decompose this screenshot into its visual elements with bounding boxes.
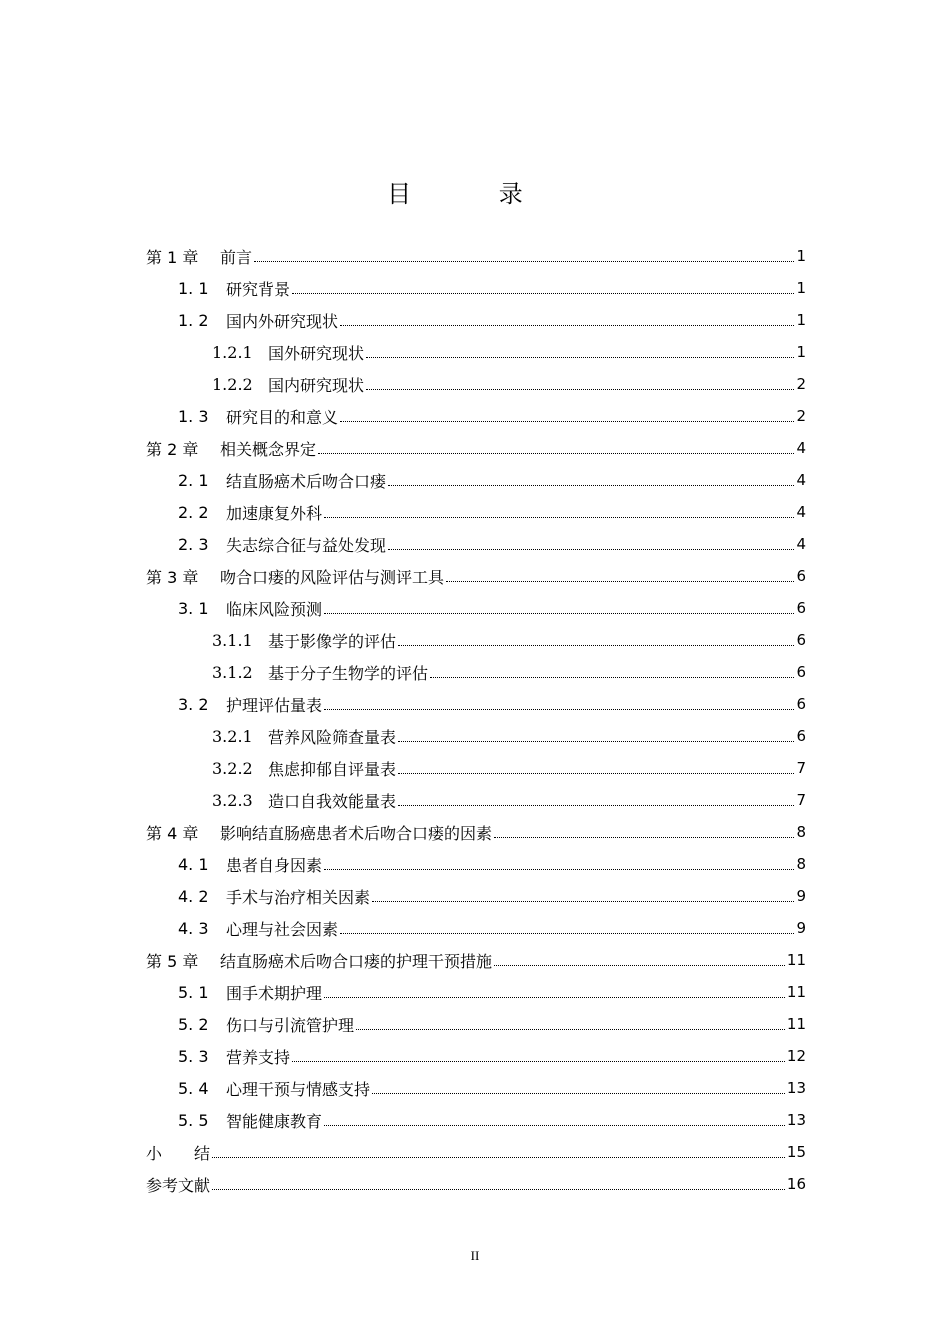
toc-entry-number: 1. 1 xyxy=(178,278,209,298)
toc-entry-label: 围手术期护理 xyxy=(226,983,323,1003)
toc-entry[interactable] xyxy=(146,688,806,720)
toc-entry[interactable] xyxy=(146,944,806,976)
toc-entry-page: 8 xyxy=(796,823,806,841)
toc-entry-page: 9 xyxy=(796,919,806,937)
dot-leader xyxy=(324,613,794,614)
toc-entry-label: 参考文献 xyxy=(146,1175,211,1195)
toc-entry-number: 2. 1 xyxy=(178,470,209,490)
toc-entry-label: 基于分子生物学的评估 xyxy=(268,663,429,683)
toc-entry-number: 3.1.2 xyxy=(212,662,253,682)
toc-entry-number: 3.2.3 xyxy=(212,790,253,810)
toc-entry[interactable] xyxy=(146,976,806,1008)
toc-entry-number: 2. 3 xyxy=(178,534,209,554)
toc-entry-label: 心理与社会因素 xyxy=(226,919,339,939)
toc-entry[interactable] xyxy=(146,272,806,304)
toc-entry[interactable] xyxy=(146,784,806,816)
toc-entry-page: 6 xyxy=(796,695,806,713)
toc-entry[interactable] xyxy=(146,528,806,560)
toc-entry-number: 第 5 章 xyxy=(146,951,199,971)
dot-leader xyxy=(254,261,794,262)
dot-leader xyxy=(398,645,794,646)
toc-entry-label: 基于影像学的评估 xyxy=(268,631,397,651)
dot-leader xyxy=(340,325,794,326)
toc-entry-label: 失志综合征与益处发现 xyxy=(226,535,387,555)
toc-entry-label: 研究背景 xyxy=(226,279,291,299)
toc-entry[interactable] xyxy=(146,1040,806,1072)
dot-leader xyxy=(340,421,794,422)
toc-entry[interactable] xyxy=(146,400,806,432)
toc-entry-number: 3. 1 xyxy=(178,598,209,618)
dot-leader xyxy=(292,1061,785,1062)
toc-entry-number: 5. 5 xyxy=(178,1110,209,1130)
toc-entry[interactable] xyxy=(146,1168,806,1200)
toc-entry-page: 11 xyxy=(786,1015,806,1033)
dot-leader xyxy=(324,709,794,710)
toc-entry[interactable] xyxy=(146,752,806,784)
toc-entry-number: 5. 3 xyxy=(178,1046,209,1066)
dot-leader xyxy=(372,1093,785,1094)
toc-entry[interactable] xyxy=(146,848,806,880)
dot-leader xyxy=(494,965,785,966)
toc-entry-page: 8 xyxy=(796,855,806,873)
toc-entry-label: 焦虑抑郁自评量表 xyxy=(268,759,397,779)
toc-entry[interactable] xyxy=(146,720,806,752)
toc-entry-number: 第 3 章 xyxy=(146,567,199,587)
toc-title: 目 录 xyxy=(387,180,563,208)
toc-entry[interactable] xyxy=(146,304,806,336)
toc-entry-page: 6 xyxy=(796,727,806,745)
toc-entry-number: 1. 2 xyxy=(178,310,209,330)
toc-entry-page: 1 xyxy=(796,343,806,361)
toc-entry[interactable] xyxy=(146,240,806,272)
toc-entry-page: 1 xyxy=(796,247,806,265)
toc-entry-label: 吻合口瘘的风险评估与测评工具 xyxy=(220,567,445,587)
dot-leader xyxy=(430,677,794,678)
toc-entry-page: 4 xyxy=(796,439,806,457)
dot-leader xyxy=(398,805,794,806)
toc-entry-label: 患者自身因素 xyxy=(226,855,323,875)
toc-entry-number: 第 2 章 xyxy=(146,439,199,459)
toc-entry-page: 6 xyxy=(796,663,806,681)
toc-entry[interactable] xyxy=(146,464,806,496)
dot-leader xyxy=(324,517,794,518)
toc-entry-label: 加速康复外科 xyxy=(226,503,323,523)
toc-entry-page: 7 xyxy=(796,791,806,809)
dot-leader xyxy=(324,997,785,998)
toc-entry-page: 11 xyxy=(786,983,806,1001)
toc-entry-page: 11 xyxy=(786,951,806,969)
dot-leader xyxy=(318,453,794,454)
toc-entry-page: 4 xyxy=(796,535,806,553)
toc-entry-number: 1. 3 xyxy=(178,406,209,426)
dot-leader xyxy=(356,1029,785,1030)
toc-entry[interactable] xyxy=(146,656,806,688)
toc-entry-label: 伤口与引流管护理 xyxy=(226,1015,355,1035)
toc-entry-page: 1 xyxy=(796,279,806,297)
toc-entry[interactable] xyxy=(146,624,806,656)
toc-entry-label: 结直肠癌术后吻合口瘘 xyxy=(226,471,387,491)
toc-entry-label: 造口自我效能量表 xyxy=(268,791,397,811)
dot-leader xyxy=(212,1189,785,1190)
dot-leader xyxy=(372,901,794,902)
toc-entry[interactable] xyxy=(146,1136,806,1168)
toc-entry-label: 临床风险预测 xyxy=(226,599,323,619)
toc-entry-number: 3.2.1 xyxy=(212,726,253,746)
toc-entry-page: 13 xyxy=(786,1111,806,1129)
toc-entry[interactable] xyxy=(146,880,806,912)
dot-leader xyxy=(324,869,794,870)
toc-entry-page: 2 xyxy=(796,407,806,425)
toc-entry-label: 智能健康教育 xyxy=(226,1111,323,1131)
toc-entry[interactable] xyxy=(146,1072,806,1104)
toc-entry-number: 1.2.2 xyxy=(212,374,253,394)
toc-entry-label: 结直肠癌术后吻合口瘘的护理干预措施 xyxy=(220,951,493,971)
dot-leader xyxy=(446,581,794,582)
toc-entry-number: 第 4 章 xyxy=(146,823,199,843)
toc-entry-page: 4 xyxy=(796,503,806,521)
toc-entry-label: 研究目的和意义 xyxy=(226,407,339,427)
toc-entry-page: 13 xyxy=(786,1079,806,1097)
toc-entry-page: 6 xyxy=(796,631,806,649)
toc-entry-page: 15 xyxy=(786,1143,806,1161)
toc-entry-number: 4. 2 xyxy=(178,886,209,906)
toc-entry-label: 相关概念界定 xyxy=(220,439,317,459)
table-of-contents xyxy=(146,240,806,1200)
toc-entry-page: 4 xyxy=(796,471,806,489)
toc-entry[interactable] xyxy=(146,816,806,848)
toc-entry-page: 1 xyxy=(796,311,806,329)
toc-entry-label: 手术与治疗相关因素 xyxy=(226,887,371,907)
toc-entry-label: 营养风险筛查量表 xyxy=(268,727,397,747)
dot-leader xyxy=(388,485,794,486)
toc-entry-number: 4. 3 xyxy=(178,918,209,938)
toc-entry-number: 第 1 章 xyxy=(146,247,199,267)
toc-entry-label: 前言 xyxy=(220,247,253,267)
dot-leader xyxy=(212,1157,785,1158)
toc-entry[interactable] xyxy=(146,368,806,400)
toc-entry-number: 5. 2 xyxy=(178,1014,209,1034)
dot-leader xyxy=(292,293,794,294)
toc-entry-label: 小 结 xyxy=(146,1143,211,1163)
toc-entry-label: 营养支持 xyxy=(226,1047,291,1067)
dot-leader xyxy=(366,357,794,358)
toc-entry-page: 2 xyxy=(796,375,806,393)
toc-entry[interactable] xyxy=(146,1008,806,1040)
toc-entry-label: 影响结直肠癌患者术后吻合口瘘的因素 xyxy=(220,823,493,843)
toc-entry[interactable] xyxy=(146,912,806,944)
dot-leader xyxy=(324,1125,785,1126)
toc-entry-number: 5. 4 xyxy=(178,1078,209,1098)
toc-entry[interactable] xyxy=(146,496,806,528)
page-number-footer: II xyxy=(470,1248,480,1263)
toc-entry-label: 国外研究现状 xyxy=(268,343,365,363)
toc-entry-label: 国内外研究现状 xyxy=(226,311,339,331)
toc-entry-label: 国内研究现状 xyxy=(268,375,365,395)
toc-entry-number: 3. 2 xyxy=(178,694,209,714)
dot-leader xyxy=(398,741,794,742)
toc-entry-page: 12 xyxy=(786,1047,806,1065)
dot-leader xyxy=(340,933,794,934)
toc-entry[interactable] xyxy=(146,432,806,464)
toc-entry-page: 16 xyxy=(786,1175,806,1193)
toc-entry-label: 护理评估量表 xyxy=(226,695,323,715)
toc-entry[interactable] xyxy=(146,336,806,368)
toc-entry[interactable] xyxy=(146,560,806,592)
toc-entry-page: 9 xyxy=(796,887,806,905)
toc-entry-number: 3.2.2 xyxy=(212,758,253,778)
dot-leader xyxy=(388,549,794,550)
toc-entry-page: 7 xyxy=(796,759,806,777)
toc-entry-number: 5. 1 xyxy=(178,982,209,1002)
toc-entry-number: 2. 2 xyxy=(178,502,209,522)
dot-leader xyxy=(494,837,794,838)
toc-entry-page: 6 xyxy=(796,599,806,617)
toc-entry[interactable] xyxy=(146,592,806,624)
toc-entry[interactable] xyxy=(146,1104,806,1136)
dot-leader xyxy=(398,773,794,774)
toc-entry-number: 1.2.1 xyxy=(212,342,253,362)
toc-entry-number: 4. 1 xyxy=(178,854,209,874)
toc-entry-label: 心理干预与情感支持 xyxy=(226,1079,371,1099)
toc-entry-page: 6 xyxy=(796,567,806,585)
dot-leader xyxy=(366,389,794,390)
toc-entry-number: 3.1.1 xyxy=(212,630,253,650)
